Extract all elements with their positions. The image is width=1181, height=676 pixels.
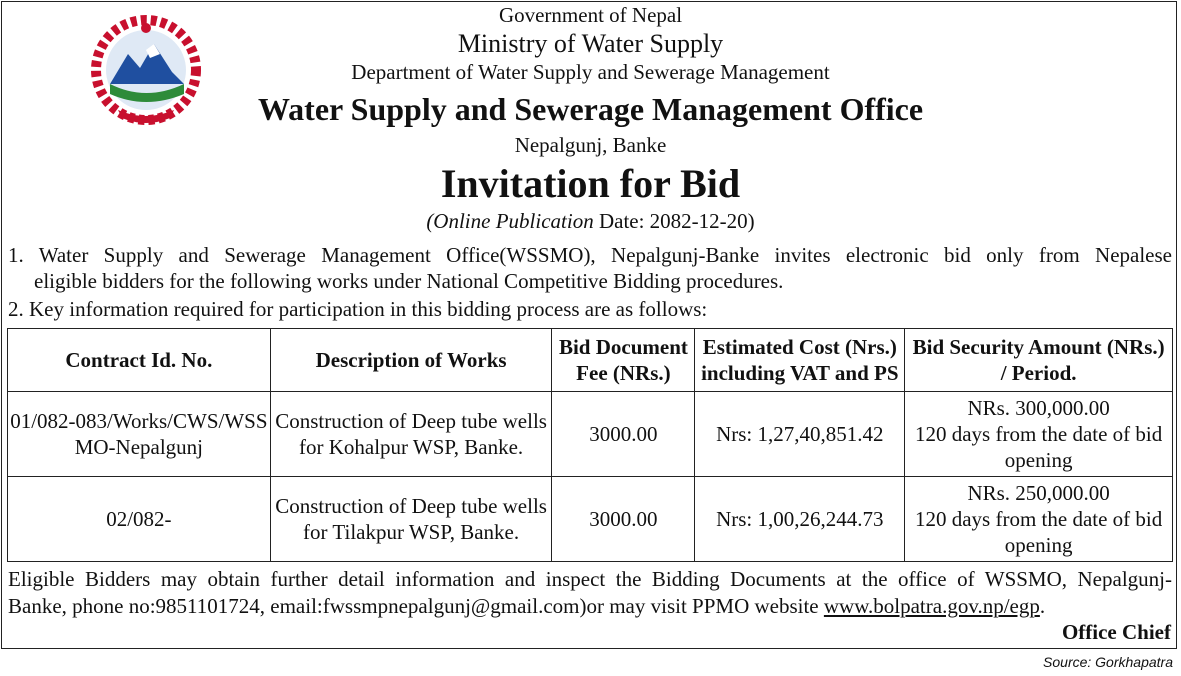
notice-title: Invitation for Bid (440, 161, 741, 206)
footer-text (8, 566, 1172, 620)
header-bid-fee: Bid Document Fee (NRs.) (552, 329, 695, 392)
estimated-cost: Nrs: 1,00,26,244.73 (695, 477, 905, 562)
bid-security (905, 392, 1173, 477)
ppmo-website-link[interactable]: www.bolpatra.gov.np/egp (823, 594, 1040, 618)
security-amount: NRs. 250,000.00 (967, 481, 1110, 505)
department-line: Department of Water Supply and Sewerage Management (351, 60, 830, 84)
bid-fee: 3000.00 (552, 477, 695, 562)
header-description: Description of Works (270, 329, 552, 392)
security-amount: NRs. 300,000.00 (967, 396, 1110, 420)
security-period: 120 days from the date of bid opening (914, 507, 1163, 557)
work-description: Construction of Deep tube wells for Kohalpur WSP, Banke. (270, 392, 552, 477)
contract-id: 02/082- (8, 477, 271, 562)
bid-fee: 3000.00 (552, 392, 695, 477)
header-estimated-cost: Estimated Cost (Nrs.) including VAT and PS (695, 329, 905, 392)
work-description: Construction of Deep tube wells for Tilakpur WSP, Banke. (270, 477, 552, 562)
paragraph-1-line-1: 1. Water Supply and Sewerage Management Office(WSSMO), Nepalgunj-Banke invites electronic bid only from Nepalese (8, 243, 1172, 267)
table-row (8, 477, 1173, 562)
security-period: 120 days from the date of bid opening (914, 422, 1163, 472)
footer-line-2 (8, 594, 1045, 618)
footer-line-2-text: Banke, phone no:9851101724, email:fwssmpnepalgunj@gmail.com)or may visit PPMO website (8, 594, 824, 618)
publication-date-value: Date: 2082-12-20) (598, 209, 755, 233)
table-row (8, 392, 1173, 477)
paragraph-1 (8, 242, 1172, 294)
header-contract-id: Contract Id. No. (8, 329, 271, 392)
publication-date (0, 209, 1181, 234)
source-credit: Source: Gorkhapatra (1043, 654, 1173, 670)
paragraph-2: 2. Key information required for participation in this bidding process are as follows: (8, 297, 708, 321)
office-location: Nepalgunj, Banke (514, 133, 667, 157)
estimated-cost: Nrs: 1,27,40,851.42 (695, 392, 905, 477)
office-title: Water Supply and Sewerage Management Office (257, 91, 924, 127)
header-bid-security: Bid Security Amount (NRs.) / Period. (905, 329, 1173, 392)
bid-security (905, 477, 1173, 562)
publication-label: (Online Publication (426, 209, 594, 233)
footer-line-2-end: . (1039, 594, 1046, 618)
ministry-line: Ministry of Water Supply (457, 29, 724, 58)
contract-id: 01/082-083/Works/CWS/WSSMO-Nepalgunj (8, 392, 271, 477)
paragraph-1-line-2: eligible bidders for the following works under National Competitive Bidding procedures. (34, 269, 784, 293)
signatory: Office Chief (1061, 620, 1171, 644)
footer-line-1: Eligible Bidders may obtain further detail information and inspect the Bidding Documents at the office of WSSMO, Nepalgunj- (8, 567, 1172, 591)
bid-table (7, 328, 1173, 562)
table-header-row (8, 329, 1173, 392)
government-line: Government of Nepal (498, 3, 683, 27)
